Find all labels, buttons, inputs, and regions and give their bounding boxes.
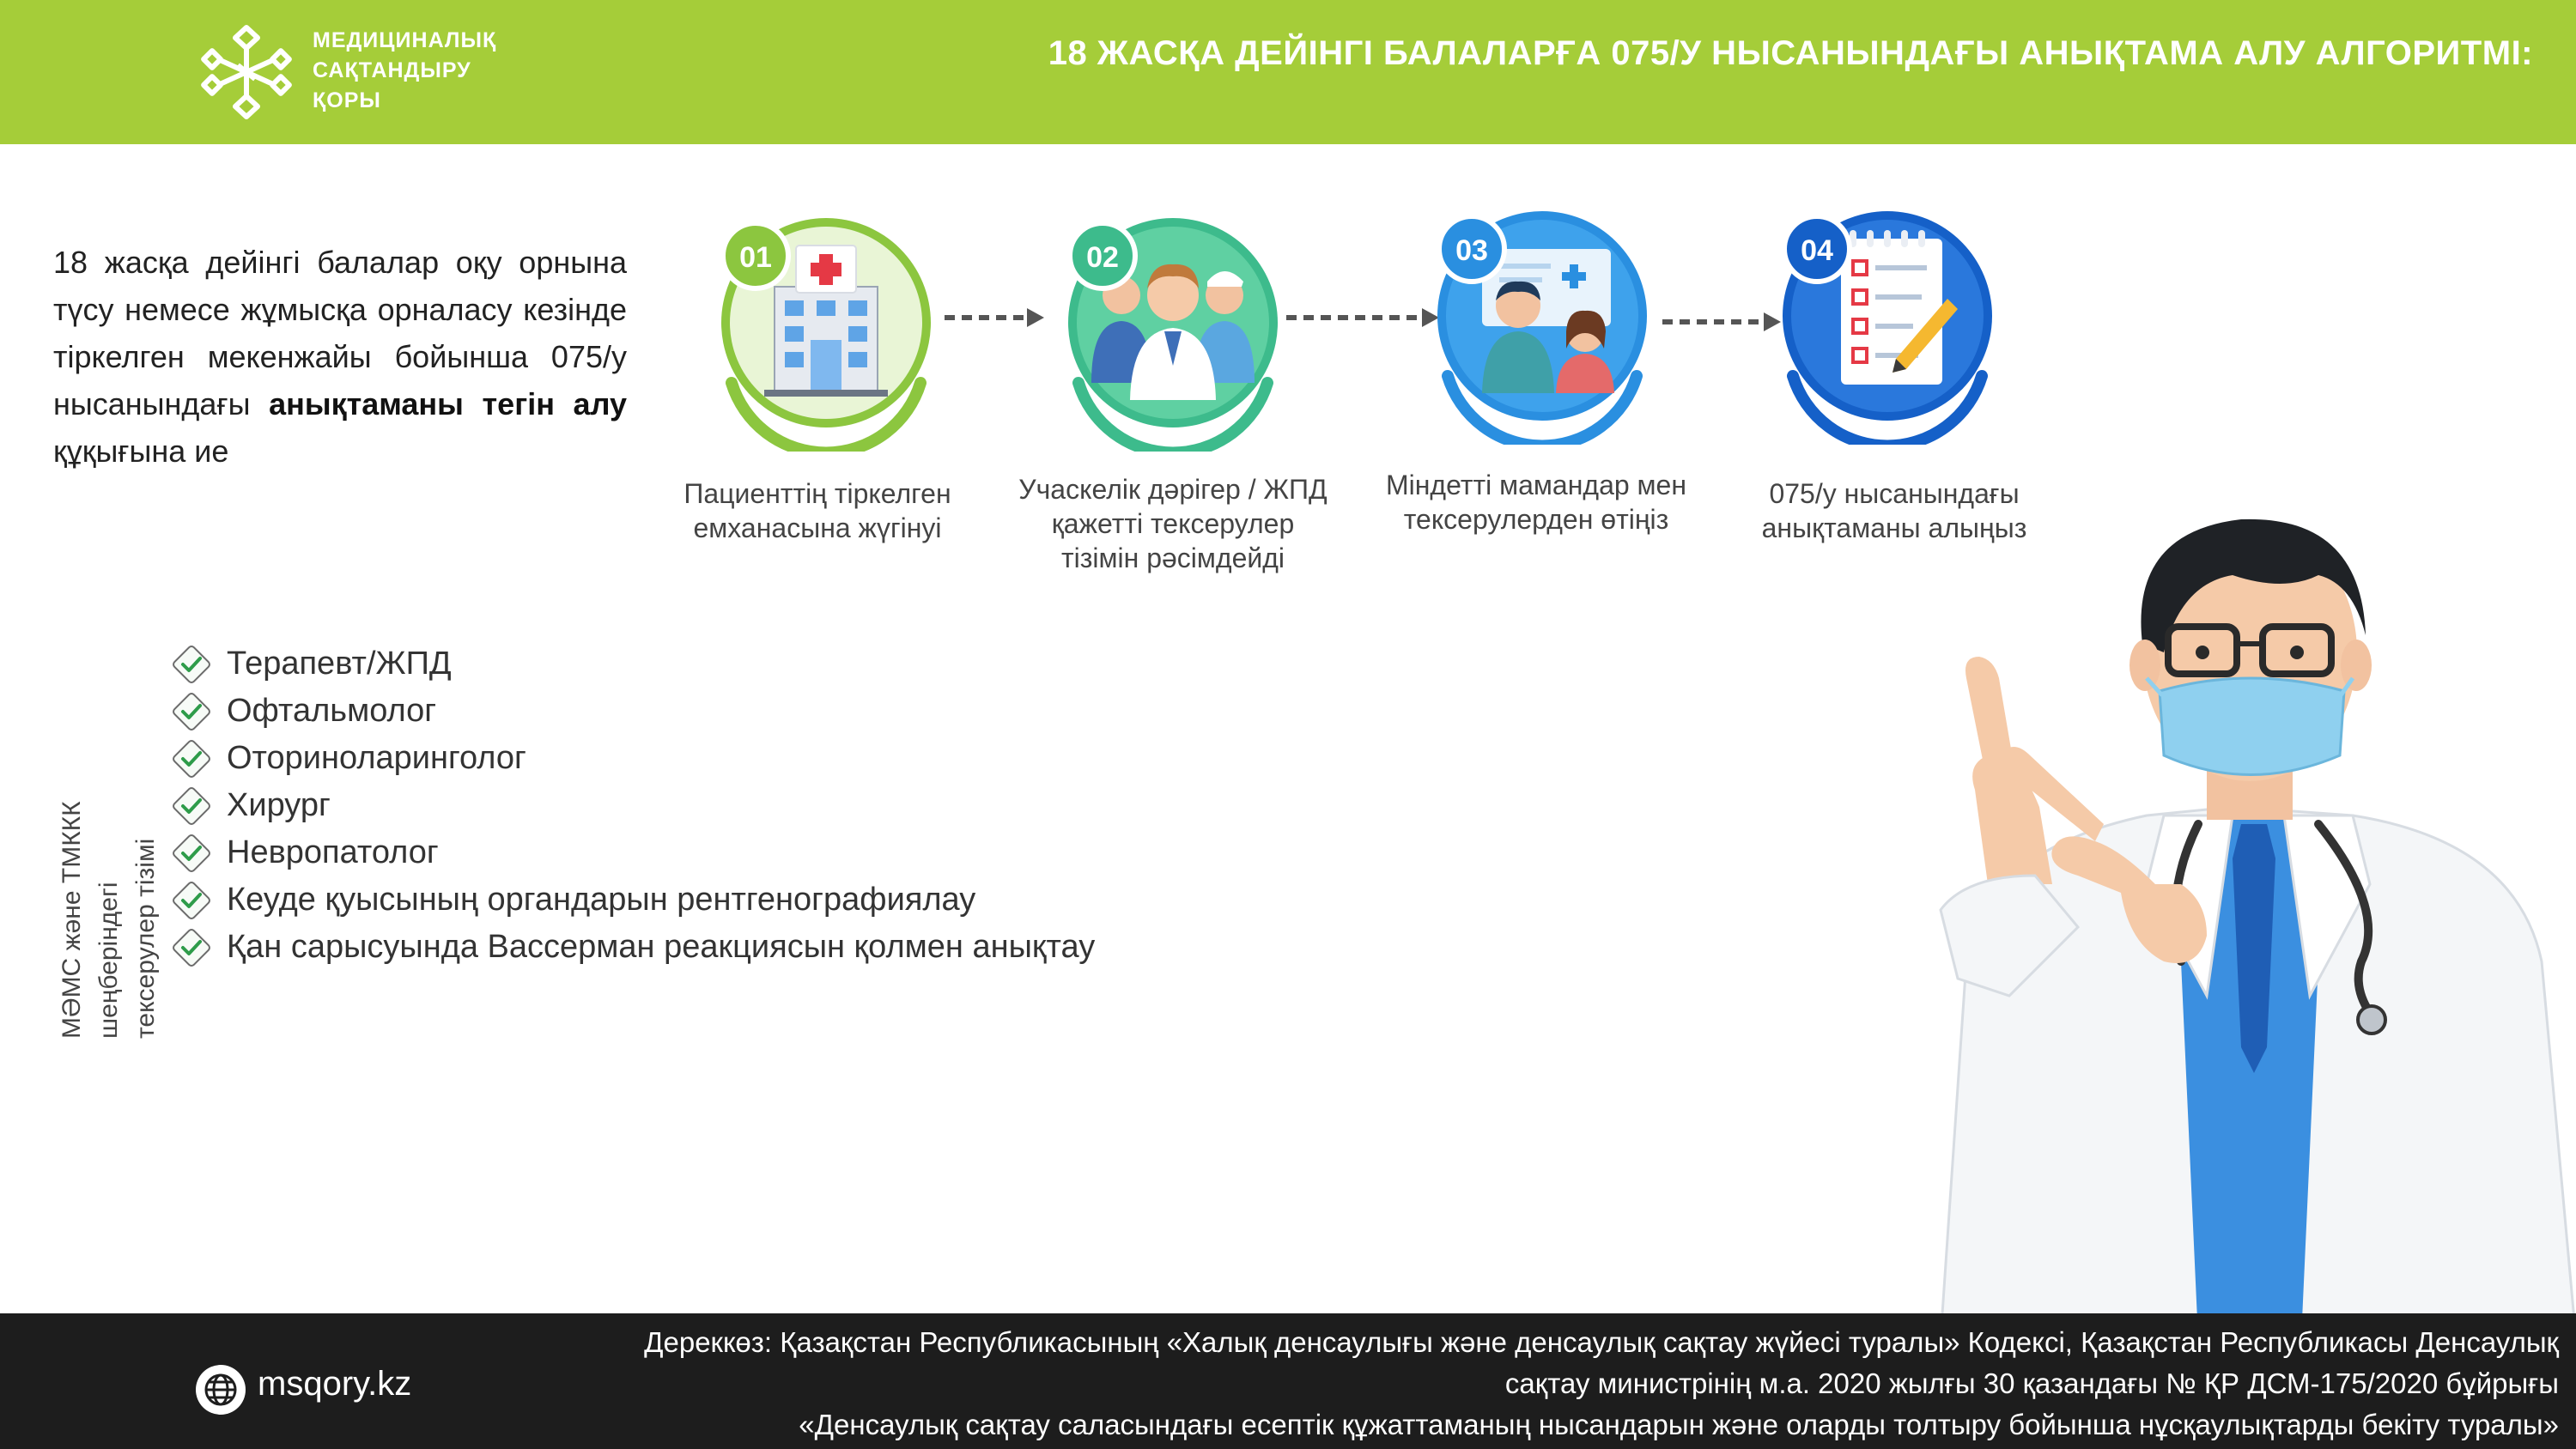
checklist-item [168,640,1095,688]
arrow-icon [1662,309,1783,335]
examination-checklist [168,640,1095,971]
step-01-number: 01 [739,241,772,274]
source-line: Дереккөз: Қазақстан Республикасының «Халық денсаулығы және денсаулық сақтау жүйесі туралы» Кодексі, Қазақстан Республикасы Денсаулық [644,1326,2559,1358]
checklist-item [168,735,1095,782]
step-04-icon [1767,204,2008,445]
website-link[interactable]: msqory.kz [258,1365,412,1403]
footer-bar [0,1313,2576,1449]
step-04-label: 075/у нысанындағы анықтаманы алыңыз [1761,478,2027,543]
checklist-item-label: Кеуде қуысының органдарын рентгенографиялау [227,882,976,918]
page-title: 18 ЖАСҚА ДЕЙІНГІ БАЛАЛАРҒА 075/У НЫСАНЫНДАҒЫ АНЫҚТАМА АЛУ АЛГОРИТМІ: [1048,34,2533,72]
step-03-icon [1422,204,1662,445]
header-bar [0,0,2576,144]
checklist-item-label: Хирург [227,787,331,823]
intro-paragraph [53,239,627,475]
checklist-side-label: МӘМС және ТМККК шеңберіндегі тексерулер тізімі [58,801,160,1039]
doctor-illustration [1838,481,2576,1339]
checklist-item-label: Невропатолог [227,834,439,870]
intro-bold-text: анықтаманы тегін алу [269,386,627,421]
check-icon [168,783,215,829]
step-03-label: Міндетті мамандар мен тексерулерден өтіңіз [1385,470,1687,535]
intro-text-after: құқығына ие [53,433,229,469]
intro-text-before: 18 жасқа дейінгі балалар оқу орнына түсу немесе жұмысқа орналасу кезінде тіркелген мекенжайы бойынша 075/у нысанындағы [53,245,627,421]
checklist-item-label: Оториноларинголог [227,740,526,776]
logo-text: МЕДИЦИНАЛЫҚ САҚТАНДЫРУ ҚОРЫ [313,28,497,112]
fund-logo-icon [191,21,302,124]
checklist-item [168,924,1095,971]
check-icon [168,641,215,688]
arrow-icon [1286,305,1441,330]
check-icon [168,736,215,782]
checklist-item [168,829,1095,876]
check-icon [168,830,215,876]
checklist-document-icon [1841,230,1958,385]
checklist-item-label: Қан сарысуында Вассерман реакциясын қолмен анықтау [227,929,1096,965]
check-icon [168,877,215,924]
source-text [361,1322,2559,1446]
step-01-icon [706,211,946,452]
check-icon [168,925,215,971]
step-01-label: Пациенттің тіркелген емханасына жүгінуі [683,478,951,543]
source-line: «Денсаулық сақтау саласындағы есептік құжаттаманың нысандарын және оларды толтыру бойынша нұсқаулықтарды бекіту туралы» [799,1409,2559,1440]
step-04-number: 04 [1801,234,1833,267]
checklist-item [168,876,1095,924]
step-02-number: 02 [1086,241,1119,274]
step-02-icon [1053,211,1293,452]
globe-icon [194,1363,247,1416]
checklist-item [168,688,1095,735]
checklist-item [168,782,1095,829]
doctor-patient-icon [1482,249,1614,393]
check-icon [168,688,215,735]
step-02-label: Учаскелік дәрігер / ЖПД қажетті тексерулер тізімін рәсімдейді [1018,474,1327,573]
source-line: сақтау министрінің м.а. 2020 жылғы 30 қазандағы № ҚР ДСМ-175/2020 бұйрығы [1504,1367,2559,1399]
checklist-item-label: Офтальмолог [227,693,437,729]
arrow-icon [945,305,1046,330]
step-03-number: 03 [1455,234,1488,267]
checklist-item-label: Терапевт/ЖПД [227,646,452,682]
